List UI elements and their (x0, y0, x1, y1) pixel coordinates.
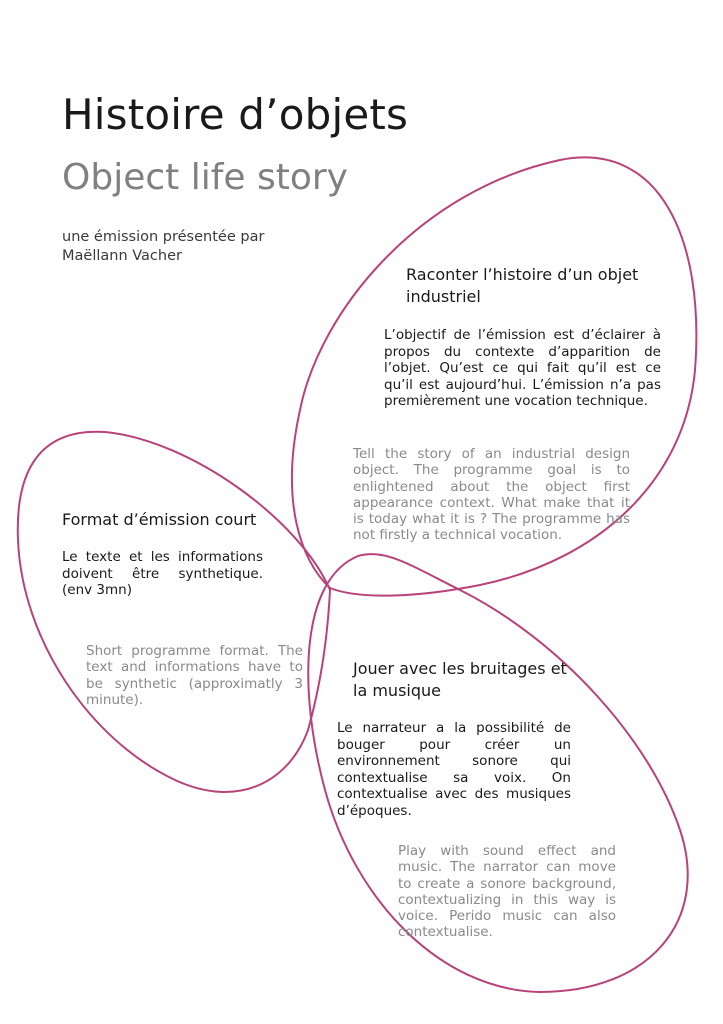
petal-loop-left (18, 432, 330, 792)
section-english-story: Tell the story of an industrial design object. The programme goal is to enlightened about the object first appearance context. What make that it is today what it is ? The programme has not firstly a technical vocation. (353, 446, 630, 544)
presenter-line-2: Maëllann Vacher (62, 248, 182, 264)
section-french-format: Le texte et les informations doivent être synthetique. (env 3mn) (62, 549, 263, 598)
page-title: Histoire d’objets (62, 90, 409, 139)
page-subtitle: Object life story (62, 157, 348, 198)
section-french-sound: Le narrateur a la possibilité de bouger pour créer un environnement sonore qui contextualise sa voix. On contextualise avec des musiques d’époques. (337, 720, 571, 819)
presenter-credit (62, 228, 264, 266)
section-english-sound: Play with sound effect and music. The narrator can move to create a sonore background, contextualizing in this way is voice. Perido music can also contextualise. (398, 843, 616, 941)
section-english-format: Short programme format. The text and informations have to be synthetic (approximatly 3 minute). (86, 643, 303, 708)
section-heading-story: Raconter l’histoire d’un objet industriel (406, 265, 639, 306)
section-heading-sound: Jouer avec les bruitages et la musique (353, 659, 567, 700)
section-heading-format: Format d’émission court (62, 510, 257, 529)
section-french-story: L’objectif de l’émission est d’éclairer à propos du contexte d’apparition de l’objet. Qu’est ce qui fait qu’il est ce qu’il est aujourd’hui. L’émission n’a pas premièrement une vocation technique. (384, 327, 661, 409)
presenter-line-1: une émission présentée par (62, 229, 265, 245)
